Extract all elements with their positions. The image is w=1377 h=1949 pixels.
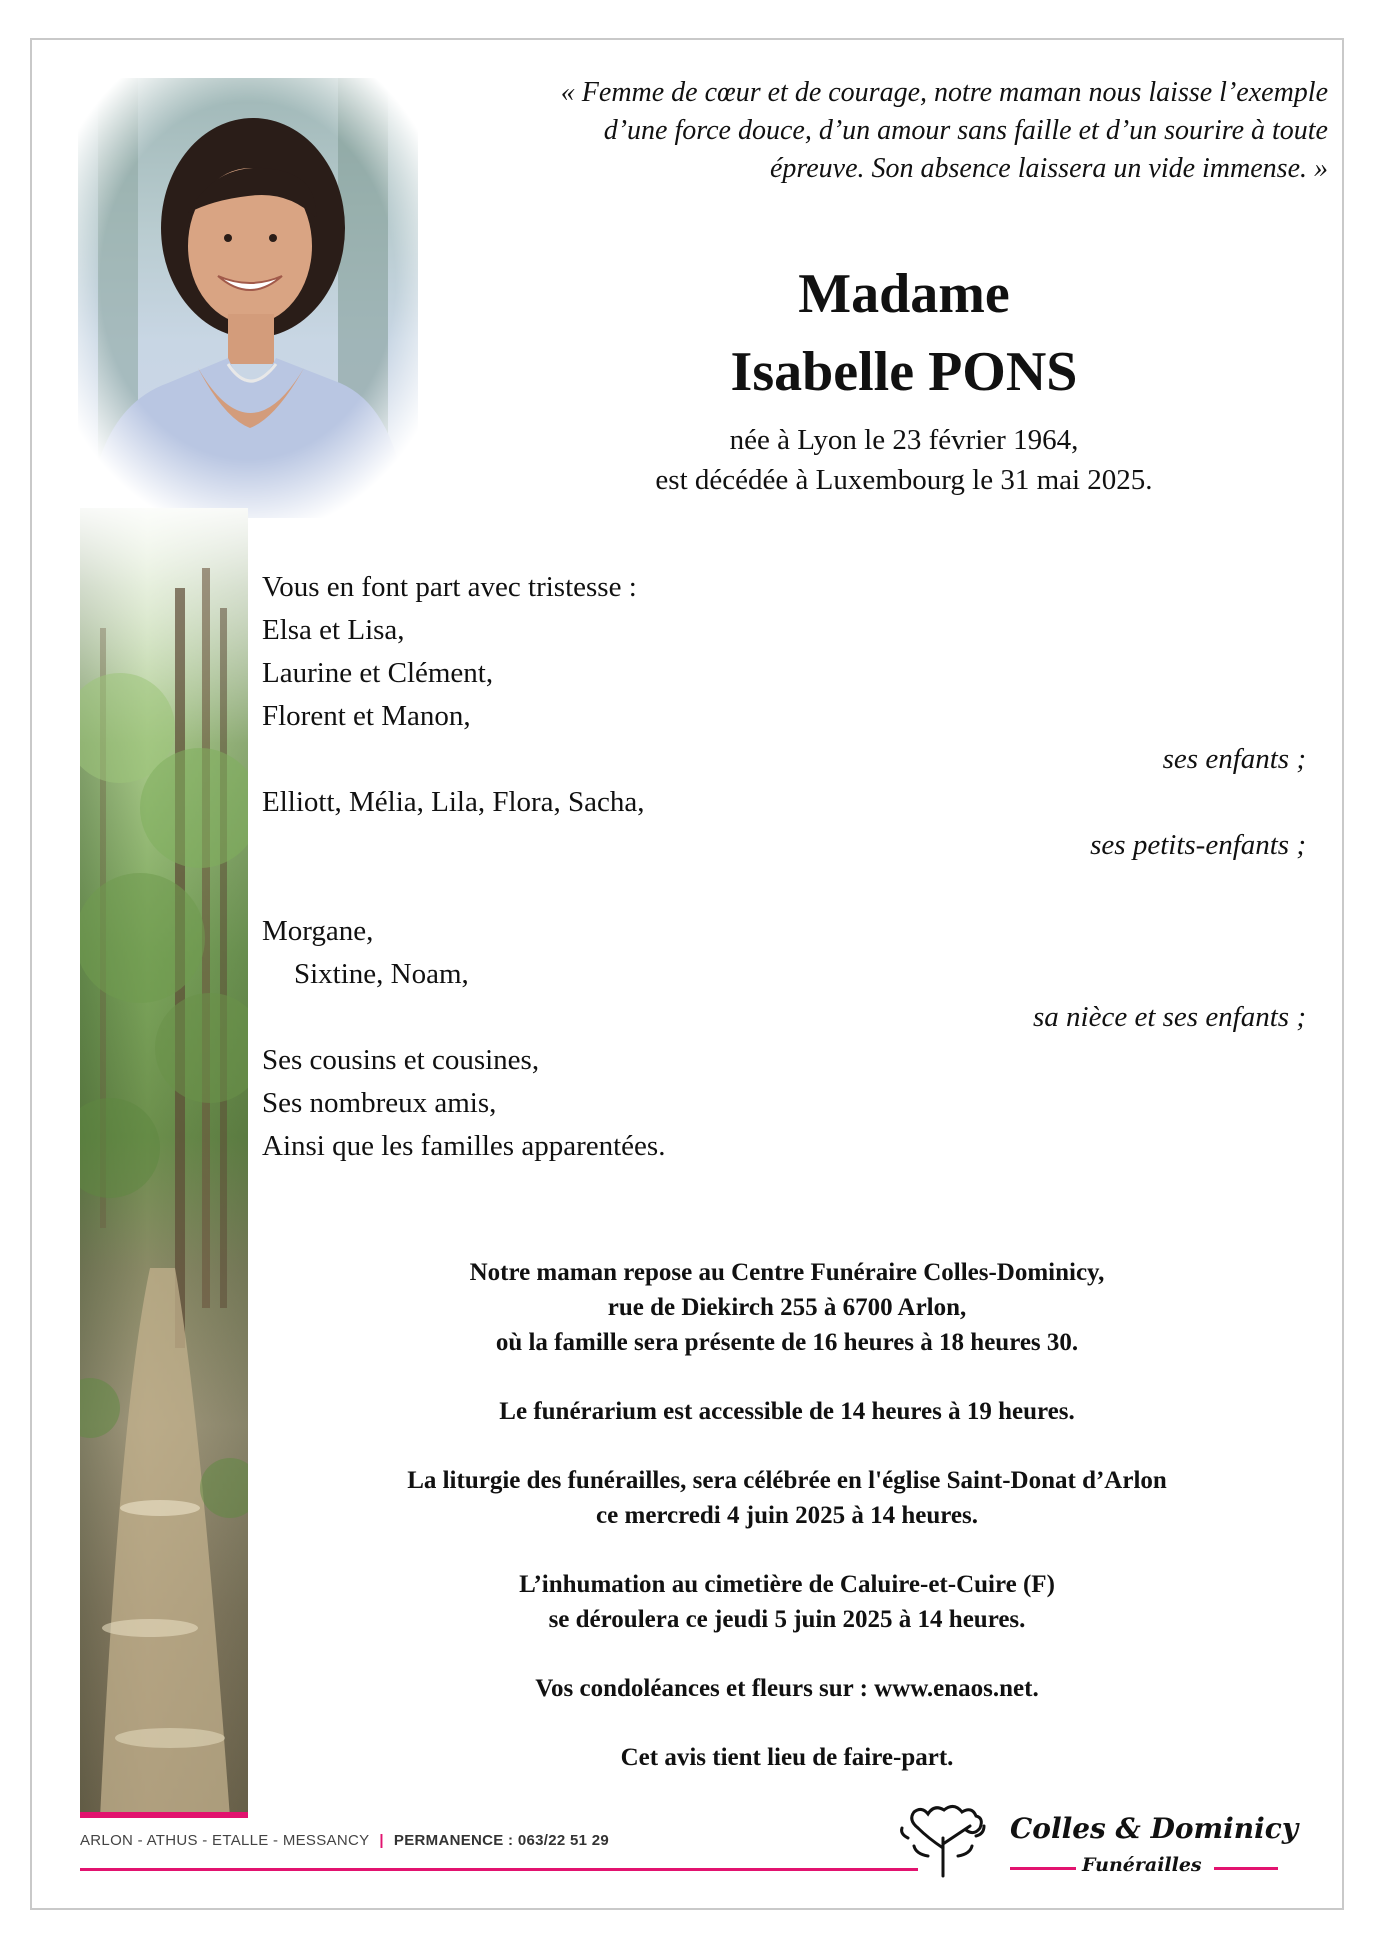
family-intro: Vous en font part avec tristesse : [262,571,637,603]
forest-path-image [80,508,248,1818]
niece-line: Morgane, [262,915,374,947]
liturgy-line: ce mercredi 4 juin 2025 à 14 heures. [596,1502,978,1529]
niece-children-line: Sixtine, Noam, [294,958,469,990]
others-line: Ses nombreux amis, [262,1087,497,1119]
footer-rule [80,1868,918,1871]
burial-line: L’inhumation au cimetière de Caluire-et-Cuire (F) [519,1571,1055,1598]
brand-name: Colles & Dominicy [1010,1812,1299,1845]
quote-line: « Femme de cœur et de courage, notre maman nous laisse l’exemple [560,77,1328,108]
burial-line: se déroulera ce jeudi 5 juin 2025 à 14 heures. [548,1606,1026,1633]
rest-info [262,1255,1312,1360]
funerarium-hours: Le funérarium est accessible de 14 heures à 19 heures. [499,1398,1075,1425]
portrait-photo [78,78,418,518]
liturgy-info [262,1463,1312,1533]
footer-separator: | [379,1832,384,1849]
deceased-title [500,255,1308,411]
rest-line: rue de Diekirch 255 à 6700 Arlon, [607,1294,967,1321]
rest-line: Notre maman repose au Centre Funéraire Colles-Dominicy, [469,1259,1105,1286]
quote-line: d’une force douce, d’un amour sans faille et d’un sourire à toute [603,115,1328,146]
birth-line: née à Lyon le 23 février 1964, [729,424,1079,456]
niece-label: sa nièce et ses enfants ; [1032,1001,1306,1033]
life-dates [500,420,1308,500]
deceased-name: Isabelle PONS [730,341,1078,403]
death-line: est décédée à Luxembourg le 31 mai 2025. [655,464,1153,496]
others-line: Ainsi que les familles apparentées. [262,1130,666,1162]
notice-info: Cet avis tient lieu de faire-part. [620,1744,954,1771]
rest-line: où la famille sera présente de 16 heures à 18 heures 30. [495,1329,1079,1356]
condolences-info: Vos condoléances et fleurs sur : www.enaos.net. [535,1675,1039,1702]
honorific: Madame [798,263,1010,325]
brand-rule-right [1214,1867,1278,1870]
footer-permanence: PERMANENCE : 063/22 51 29 [393,1832,609,1849]
liturgy-line: La liturgie des funérailles, sera célébrée en l'église Saint-Donat d’Arlon [407,1467,1167,1494]
epitaph-quote [420,74,1328,188]
tree-logo-icon [888,1798,998,1878]
grandchildren-line: Elliott, Mélia, Lila, Flora, Sacha, [262,786,645,818]
child-line: Florent et Manon, [262,700,471,732]
others-line: Ses cousins et cousines, [262,1044,540,1076]
footer-contact [80,1832,609,1849]
family-announcement [262,566,1312,1168]
quote-line: épreuve. Son absence laissera un vide immense. » [769,153,1328,184]
burial-info [262,1567,1312,1637]
brand-subtitle: Funérailles [1082,1854,1202,1876]
grandchildren-label: ses petits-enfants ; [1090,829,1306,861]
child-line: Elsa et Lisa, [262,614,405,646]
children-label: ses enfants ; [1162,743,1306,775]
brand-rule-left [1010,1867,1076,1870]
child-line: Laurine et Clément, [262,657,494,689]
forest-accent-bar [80,1812,248,1818]
footer-locations: ARLON - ATHUS - ETALLE - MESSANCY [80,1832,370,1849]
funeral-info [262,1255,1312,1775]
